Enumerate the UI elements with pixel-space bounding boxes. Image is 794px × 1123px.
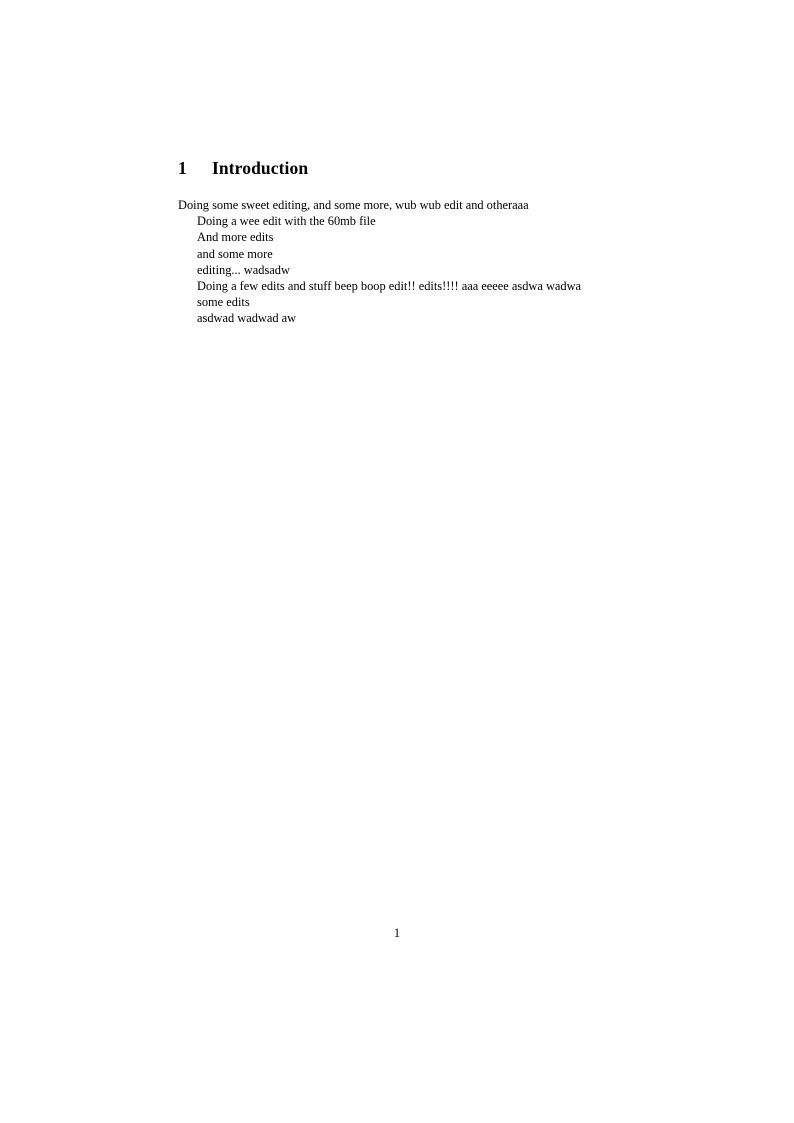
paragraph: Doing some sweet editing, and some more, wub wub edit and otheraaa [178, 198, 529, 212]
body-text [178, 197, 638, 327]
paragraph: Doing a wee edit with the 60mb file [197, 214, 376, 229]
paragraph: and some more [197, 246, 273, 261]
paragraph: some edits [197, 295, 250, 310]
section-number: 1 [178, 158, 187, 178]
page-number: 1 [393, 926, 401, 940]
paragraph: And more edits [197, 230, 274, 245]
paragraph: asdwad wadwad aw [197, 311, 297, 326]
page-content [178, 158, 638, 327]
paragraph: Doing a few edits and stuff beep boop edit!! edits!!!! aaa eeeee asdwa wadwa [197, 279, 582, 294]
section-heading [178, 158, 638, 179]
section-title: Introduction [212, 158, 309, 178]
paragraph: editing... wadsadw [197, 262, 290, 277]
